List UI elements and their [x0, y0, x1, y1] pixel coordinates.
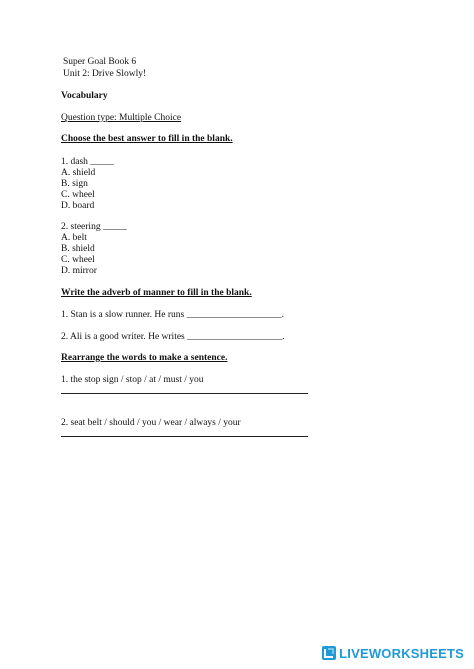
q1-option-c[interactable]: C. wheel — [61, 190, 95, 200]
part2-item-1[interactable]: 1. Stan is a slow runner. He runs ____________________. — [61, 310, 284, 320]
q2-option-b[interactable]: B. shield — [61, 244, 95, 254]
answer-line-2[interactable] — [61, 436, 308, 437]
q2-stem: 2. steering _____ — [61, 222, 127, 232]
liveworksheets-logo-text: LIVEWORKSHEETS — [339, 645, 464, 661]
part2-item-2[interactable]: 2. Ali is a good writer. He writes ____________________. — [61, 332, 285, 342]
part3-item-2: 2. seat belt / should / you / wear / always / your — [61, 418, 241, 428]
part3-item-1: 1. the stop sign / stop / at / must / you — [61, 375, 204, 385]
question-type: Question type: Multiple Choice — [61, 113, 182, 123]
part2-instruction: Write the adverb of manner to fill in the blank. — [61, 288, 252, 298]
q1-stem: 1. dash _____ — [61, 157, 115, 167]
book-title: Super Goal Book 6 — [63, 57, 137, 67]
q2-option-a[interactable]: A. belt — [61, 233, 87, 243]
section-title: Vocabulary — [61, 91, 108, 101]
q1-option-b[interactable]: B. sign — [61, 179, 88, 189]
part3-instruction: Rearrange the words to make a sentence. — [61, 353, 228, 363]
liveworksheets-logo — [322, 645, 464, 661]
q2-option-d[interactable]: D. mirror — [61, 266, 97, 276]
q2-option-c[interactable]: C. wheel — [61, 255, 95, 265]
q1-option-a[interactable]: A. shield — [61, 168, 96, 178]
answer-line-1[interactable] — [61, 393, 308, 394]
unit-title: Unit 2: Drive Slowly! — [63, 69, 147, 79]
part1-instruction: Choose the best answer to fill in the blank. — [61, 134, 233, 144]
q1-option-d[interactable]: D. board — [61, 201, 95, 211]
liveworksheets-logo-icon — [322, 646, 336, 660]
